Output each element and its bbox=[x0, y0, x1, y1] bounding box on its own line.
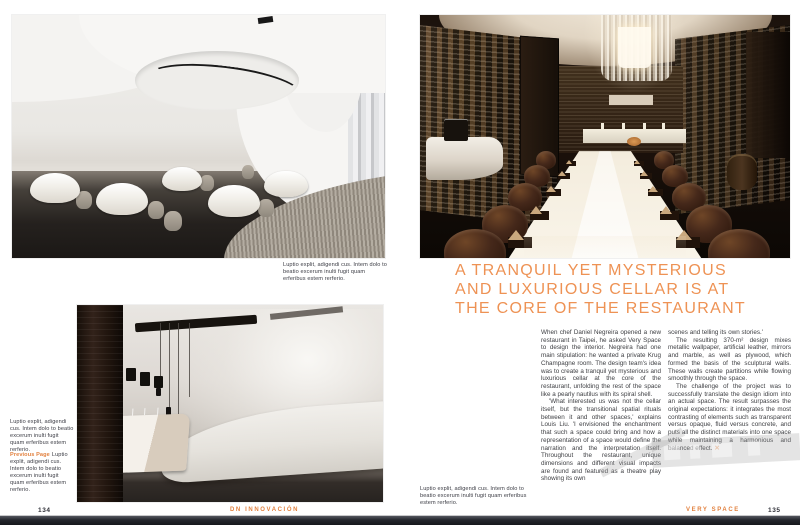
pendant-cord bbox=[178, 323, 179, 423]
dining-table bbox=[162, 167, 202, 191]
placemat bbox=[648, 189, 663, 196]
placemat bbox=[640, 173, 652, 179]
hanging-cabinet bbox=[154, 376, 163, 388]
champagne-bucket bbox=[444, 119, 468, 141]
body-paragraph: 'What interested us was not the cellar itself, but the transitional spatial rituals between it and other spaces,' explains Louis Liu. 'I envisioned the enchantment that such a space could bring and how a representation of a space would define the narration and the interpretation itself. Throughout the restaurant, unique dimensions and different visual impacts are found and featured as a theatre play showing its own bbox=[541, 398, 661, 483]
chandelier-light bbox=[618, 27, 651, 68]
photo-caption: Luptio explit, adigendi cus. Intem dolo to beatio excerum inulti fugit quam erferibus estem rerferio. bbox=[420, 486, 527, 507]
placemat bbox=[530, 211, 549, 220]
body-paragraph: The resulting 370-m² design mixes metallic wallpaper, artificial leather, mirrors and marble, as well as plywood, which formed the basis of the sculptural walls. These walls create partitions while flowing smoothly through the space. bbox=[668, 336, 791, 383]
body-paragraph-text: The challenge of the project was to successfully translate the design idiom into an actual space. The result surpasses the original expectations: it integrates the most contrasting of elements such as transparent versus opaque, fluid versus concrete, and puts all the distinct materials into one space while maintaining a harmonious and balanced effect. bbox=[668, 382, 791, 452]
wine-barrel bbox=[727, 154, 757, 190]
dining-table bbox=[96, 183, 148, 215]
page-number-left: 134 bbox=[38, 507, 51, 514]
body-paragraph: When chef Daniel Negreira opened a new restaurant in Taipei, he asked Very Space to design the interior. Negreira had one main stipulation: he wanted a private Krug Champagne room. The design team's idea was to create a tranquil yet mysterious and luxurious cellar at the core of the restaurant, unfolding the rest of the space like a pearly nautilus with its spiral shell. bbox=[541, 329, 661, 398]
photo-white-restaurant bbox=[12, 15, 385, 258]
photo-cellar-dining bbox=[420, 15, 790, 258]
dining-table bbox=[208, 185, 260, 217]
hanging-cabinet bbox=[126, 368, 136, 381]
pendant-lamp bbox=[156, 388, 161, 396]
dark-wood-panel bbox=[77, 305, 123, 502]
section-label-right: VERY SPACE bbox=[686, 507, 740, 513]
headline-line: A TRANQUIL YET MYSTERIOUS bbox=[455, 262, 727, 279]
chair bbox=[258, 199, 274, 217]
pendant-cord bbox=[189, 323, 190, 397]
hanging-cabinet bbox=[140, 372, 150, 386]
body-column-1 bbox=[541, 329, 661, 483]
chair bbox=[164, 211, 182, 231]
body-paragraph: scenes and telling its own stories.' bbox=[668, 329, 764, 336]
floor-reflection bbox=[524, 236, 687, 258]
placemat bbox=[566, 161, 576, 166]
sidebar-caption bbox=[10, 452, 74, 495]
glass-cabinet bbox=[746, 32, 790, 158]
photo-private-dining bbox=[77, 305, 383, 502]
article-headline bbox=[455, 262, 795, 318]
dining-table bbox=[30, 173, 80, 203]
pendant-cord bbox=[169, 323, 170, 407]
placemat bbox=[546, 189, 561, 196]
placemat bbox=[660, 211, 679, 220]
wall-shelf bbox=[609, 95, 653, 105]
headline-line: AND LUXURIOUS CELLAR IS AT bbox=[455, 280, 730, 298]
page-number-right: 135 bbox=[768, 507, 781, 514]
headline-line: THE CORE OF THE RESTAURANT bbox=[455, 299, 747, 317]
sidebar-caption: Luptio explit, adigendi cus. Intem dolo to beatio excerum inulti fugit quam erferibus estem rerferio. bbox=[10, 419, 74, 454]
previous-page-label: Previous Page bbox=[10, 452, 50, 458]
placemat bbox=[558, 173, 570, 179]
sidebar-caption-text: Luptio explit, adigendi cus. Intem dolo to beatio excerum inulti fugit quam erferibus estem rerferio. bbox=[10, 452, 68, 494]
chair bbox=[148, 201, 164, 219]
placemat bbox=[634, 161, 644, 166]
dining-table bbox=[264, 171, 308, 197]
chair bbox=[200, 175, 214, 191]
end-of-article-mark: ✕ bbox=[714, 444, 720, 452]
chair bbox=[242, 165, 254, 179]
photo-caption: Luptio explit, adigendi cus. Intem dolo to beatio excerum inulti fugit quam erferibus estem rerferio. bbox=[283, 262, 388, 283]
flower-centerpiece bbox=[627, 137, 641, 146]
white-console bbox=[426, 137, 504, 181]
section-label-left: DN INNOVACIÓN bbox=[230, 507, 300, 513]
